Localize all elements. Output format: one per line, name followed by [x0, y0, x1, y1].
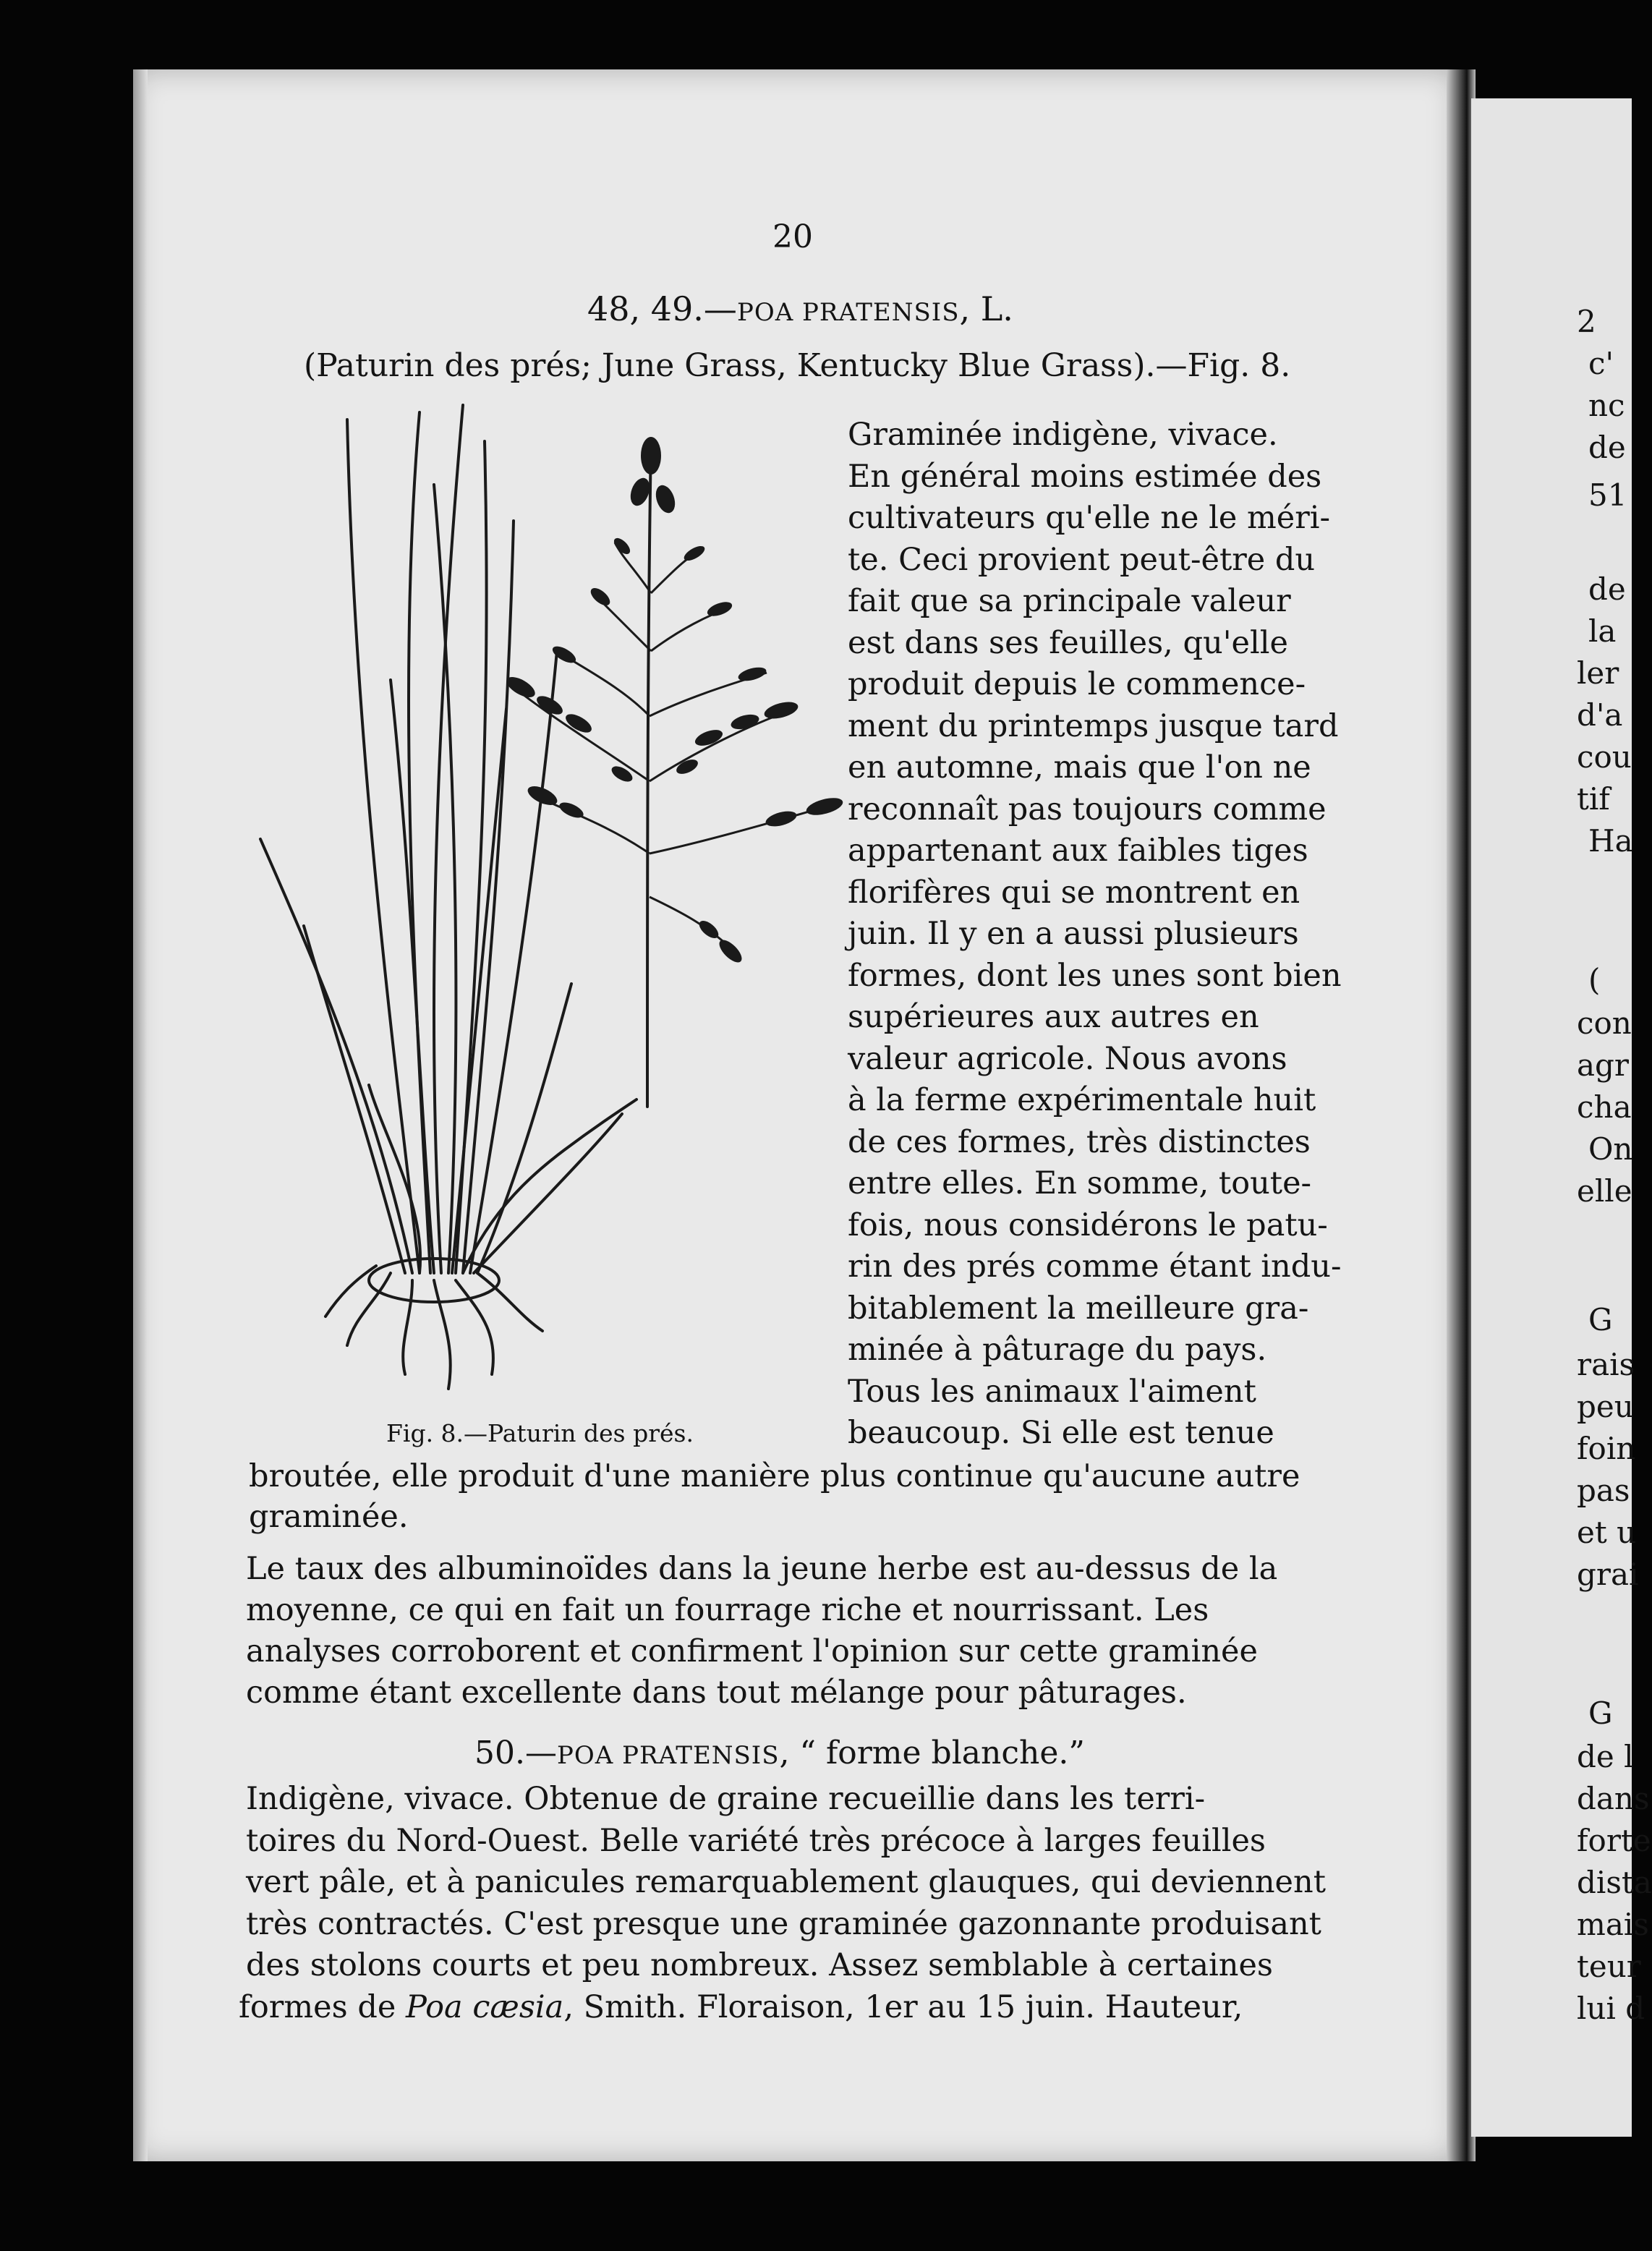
- text-line: entre elles. En somme, toute-: [848, 1165, 1312, 1201]
- text-line: Indigène, vivace. Obtenue de graine recueillie dans les terri-: [246, 1781, 1206, 1817]
- facing-page-fragment: d'a: [1577, 697, 1623, 733]
- facing-page-fragment: de l: [1577, 1739, 1634, 1774]
- section-number: 50.—: [474, 1735, 557, 1771]
- facing-page-fragment: 51: [1588, 477, 1627, 513]
- text-line: beaucoup. Si elle est tenue: [848, 1415, 1274, 1451]
- page-number: 20: [772, 218, 813, 255]
- facing-page-fragment: forte: [1577, 1823, 1651, 1858]
- entry-numbers: 48, 49.—: [587, 289, 737, 328]
- text-line: formes, dont les unes sont bien: [848, 957, 1342, 994]
- text-line: rin des prés comme étant indu-: [848, 1248, 1342, 1285]
- facing-page-fragment: dista: [1577, 1865, 1652, 1900]
- entry-subtitle: (Paturin des prés; June Grass, Kentucky Blue Grass).—Fig. 8.: [304, 347, 1291, 384]
- text-line: appartenant aux faibles tiges: [848, 833, 1308, 869]
- facing-page-fragment: grai: [1577, 1557, 1639, 1592]
- facing-page-fragment: mais: [1577, 1907, 1649, 1942]
- facing-page-fragment: con: [1577, 1005, 1632, 1041]
- facing-page-fragment: de: [1588, 571, 1626, 607]
- facing-page-fragment: elle: [1577, 1173, 1632, 1209]
- text-line: ment du printemps jusque tard: [848, 707, 1339, 744]
- section-form: , “ forme blanche.”: [779, 1735, 1085, 1771]
- text-line: minée à pâturage du pays.: [848, 1332, 1267, 1368]
- text-line: fois, nous considérons le patu-: [848, 1207, 1328, 1243]
- text-line: fait que sa principale valeur: [848, 583, 1291, 619]
- text-line: est dans ses feuilles, qu'elle: [848, 624, 1288, 661]
- facing-page-fragment: nc: [1588, 388, 1625, 423]
- facing-page-fragment: foin: [1577, 1431, 1636, 1466]
- facing-page-fragment: et u: [1577, 1515, 1637, 1550]
- text-line: en automne, mais que l'on ne: [848, 749, 1311, 786]
- facing-page-fragment: lui d: [1577, 1991, 1645, 2026]
- text-line: juin. Il y en a aussi plusieurs: [848, 916, 1299, 952]
- facing-page-fragment: rais: [1577, 1347, 1635, 1382]
- facing-page-fragment: teur: [1577, 1949, 1641, 1984]
- text-line: des stolons courts et peu nombreux. Assez semblable à certaines: [246, 1947, 1273, 1983]
- text-line: Tous les animaux l'aiment: [848, 1373, 1256, 1410]
- section-50-heading: [474, 1735, 1085, 1771]
- text-line: à la ferme expérimentale huit: [848, 1082, 1316, 1118]
- text-line: florifères qui se montrent en: [848, 874, 1300, 911]
- facing-page-fragment: la: [1588, 613, 1617, 649]
- text-line: de ces formes, très distinctes: [848, 1123, 1311, 1160]
- text-line: broutée, elle produit d'une manière plus continue qu'aucune autre: [249, 1458, 1300, 1494]
- facing-page-fragment: Ha: [1588, 823, 1633, 859]
- facing-page-fragment: G: [1588, 1695, 1613, 1731]
- facing-page-fragment: (: [1588, 962, 1601, 997]
- text-line: comme étant excellente dans tout mélange pour pâturages.: [246, 1675, 1187, 1711]
- facing-page-fragment: pas: [1577, 1473, 1630, 1508]
- text-line: analyses corroborent et confirment l'opinion sur cette graminée: [246, 1633, 1258, 1669]
- text-line: valeur agricole. Nous avons: [848, 1040, 1287, 1077]
- facing-page-fragment: 2: [1577, 304, 1596, 339]
- species-name: POA PRATENSIS: [736, 298, 960, 327]
- text-line: te. Ceci provient peut-être du: [848, 541, 1316, 578]
- text-line: reconnaît pas toujours comme: [848, 791, 1327, 827]
- entry-heading: [587, 289, 1013, 328]
- facing-page-fragment: G: [1588, 1302, 1613, 1337]
- facing-page-fragment: agr: [1577, 1047, 1630, 1083]
- facing-page-fragment: ler: [1577, 655, 1619, 691]
- page-edge-shadow: [133, 69, 148, 2161]
- grass-illustration: [246, 376, 846, 1410]
- text-line: très contractés. C'est presque une graminée gazonnante produisant: [246, 1905, 1321, 1942]
- text-line: En général moins estimée des: [848, 458, 1322, 495]
- text-line: Le taux des albuminoïdes dans la jeune herbe est au-dessus de la: [246, 1551, 1278, 1587]
- facing-page-fragment: tif: [1577, 781, 1610, 817]
- species-author: , L.: [959, 289, 1013, 328]
- last-line-start: formes de: [239, 1989, 406, 2025]
- facing-page-fragment: On: [1588, 1131, 1633, 1167]
- text-line: cultivateurs qu'elle ne le méri-: [848, 500, 1331, 536]
- text-line: bitablement la meilleure gra-: [848, 1290, 1309, 1327]
- text-line: vert pâle, et à panicules remarquablement glauques, qui deviennent: [246, 1864, 1326, 1900]
- facing-page-fragment: de: [1588, 430, 1626, 465]
- text-line: produit depuis le commence-: [848, 666, 1306, 702]
- facing-page-fragment: cou: [1577, 739, 1632, 775]
- text-line: supérieures aux autres en: [848, 999, 1259, 1035]
- facing-page-fragment: dans: [1577, 1781, 1650, 1816]
- text-line: graminée.: [249, 1499, 409, 1535]
- text-line: moyenne, ce qui en fait un fourrage riche et nourrissant. Les: [246, 1592, 1209, 1628]
- text-line: Graminée indigène, vivace.: [848, 417, 1278, 453]
- facing-page-fragment: peu: [1577, 1389, 1634, 1424]
- facing-page-fragment: c': [1588, 346, 1614, 381]
- facing-page-fragment: cha: [1577, 1089, 1632, 1125]
- last-line-end: , Smith. Floraison, 1er au 15 juin. Hauteur,: [563, 1989, 1243, 2025]
- last-line: [239, 1986, 1243, 2028]
- text-line: toires du Nord-Ouest. Belle variété très précoce à larges feuilles: [246, 1822, 1266, 1859]
- species-italic: Poa cæsia: [405, 1989, 564, 2025]
- section-species: POA PRATENSIS: [556, 1741, 780, 1770]
- figure-caption: Fig. 8.—Paturin des prés.: [386, 1419, 694, 1447]
